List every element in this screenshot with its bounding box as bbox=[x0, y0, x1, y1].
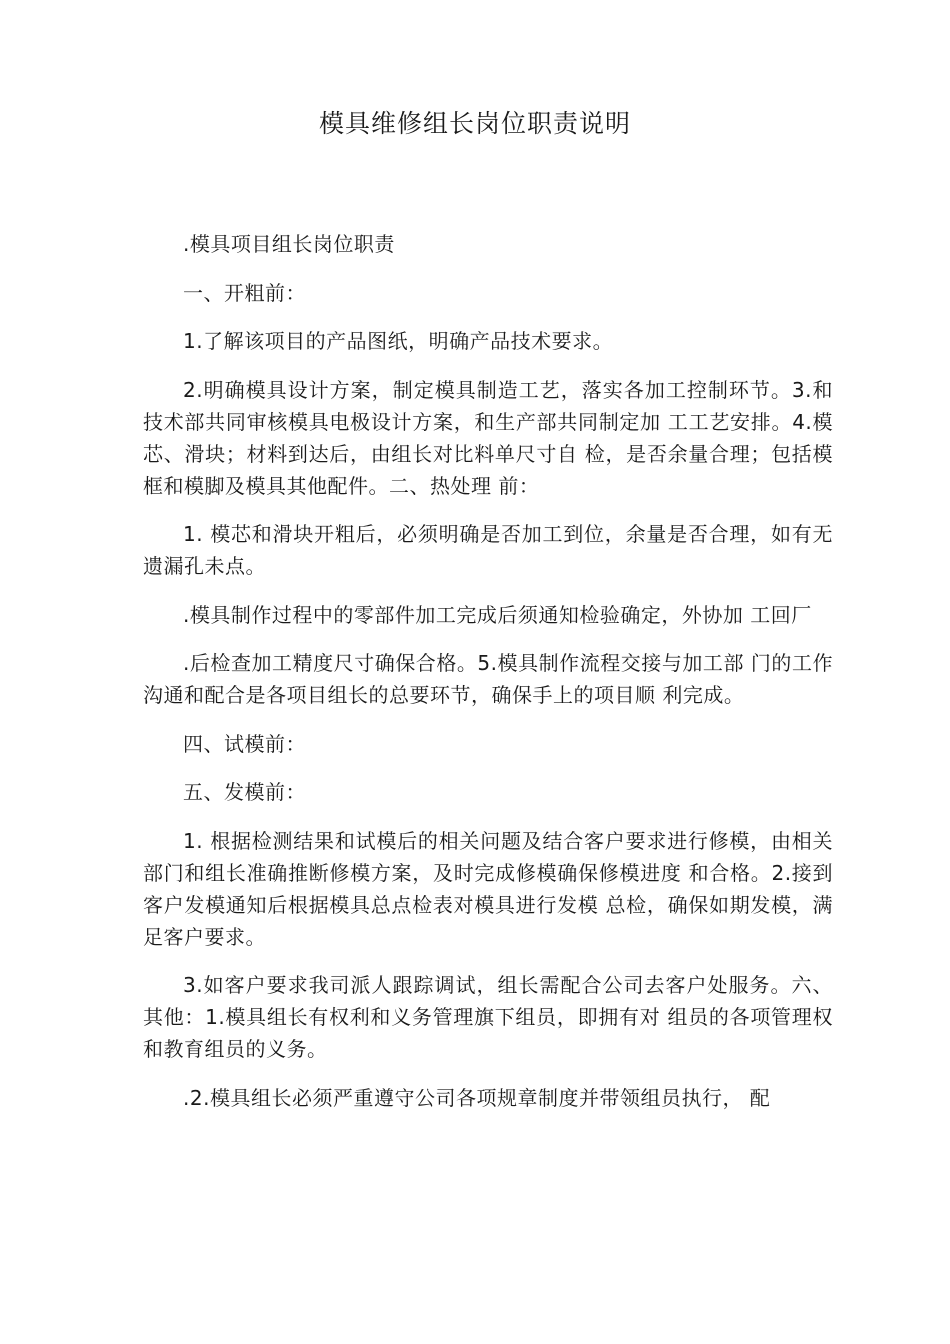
document-title: 模具维修组长岗位职责说明 bbox=[318, 109, 631, 138]
paragraph: .模具制作过程中的零部件加工完成后须通知检验确定，外协加 工回厂 bbox=[183, 602, 812, 627]
paragraph-section-heading: .模具项目组长岗位职责 bbox=[183, 232, 395, 256]
paragraph: .后检查加工精度尺寸确保合格。5.模具制作流程交接与加工部 门的工作沟通和配合是各项目组长的总要环节，确保手上的项目顺 利完成。 bbox=[143, 651, 833, 707]
paragraph-heading-shipping: 五、发模前： bbox=[183, 780, 306, 804]
paragraph: .2.模具组长必须严重遵守公司各项规章制度并带领组员执行， 配 bbox=[183, 1085, 771, 1110]
paragraph: 3.如客户要求我司派人跟踪调试，组长需配合公司去客户处服务。六、其他：1.模具组长有权利和义务管理旗下组员，即拥有对 组员的各项管理权和教育组员的义务。 bbox=[143, 973, 833, 1061]
paragraph-heading-roughing: 一、开粗前： bbox=[183, 280, 306, 305]
paragraph: 1. 根据检测结果和试模后的相关问题及结合客户要求进行修模，由相关部门和组长准确推断修模方案，及时完成修模确保修模进度 和合格。2.接到客户发模通知后根据模具总点检表对模具进行发模 总检，确保如期发模，满足客户要求。 bbox=[143, 828, 833, 949]
paragraph: 2.明确模具设计方案，制定模具制造工艺，落实各加工控制环节。3.和技术部共同审核模具电极设计方案，和生产部共同制定加 工工艺安排。4.模芯、滑块；材料到达后，由组长对比料单尺寸自 检，是否余量合理；包括模框和模脚及模具其他配件。二、热处理 前： bbox=[143, 377, 833, 498]
paragraph: 1. 模芯和滑块开粗后，必须明确是否加工到位，余量是否合理，如有无遗漏孔未点。 bbox=[143, 522, 833, 578]
paragraph-heading-trial: 四、试模前： bbox=[183, 731, 306, 756]
paragraph: 1.了解该项目的产品图纸，明确产品技术要求。 bbox=[183, 329, 614, 353]
document-body bbox=[143, 228, 833, 1130]
